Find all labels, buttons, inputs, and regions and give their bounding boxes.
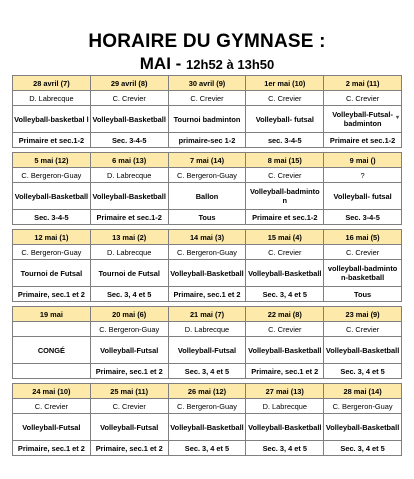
- week-2-level-row: [13, 210, 402, 225]
- level-cell[interactable]: Tous: [324, 287, 402, 302]
- activity-cell[interactable]: Tournoi de Futsal: [13, 260, 91, 287]
- date-cell[interactable]: 16 mai (5): [324, 230, 402, 245]
- teacher-cell[interactable]: D. Labrecque: [168, 322, 246, 337]
- teacher-cell[interactable]: D. Labrecque: [13, 91, 91, 106]
- level-cell[interactable]: primaire-sec 1-2: [168, 133, 246, 148]
- date-cell[interactable]: 15 mai (4): [246, 230, 324, 245]
- activity-cell[interactable]: Volleyball-Basketball: [324, 414, 402, 441]
- level-cell[interactable]: Sec. 3, 4 et 5: [324, 441, 402, 456]
- activity-cell[interactable]: Volleyball-Basketball: [13, 183, 91, 210]
- activity-cell[interactable]: Tournoi badminton: [168, 106, 246, 133]
- week-5-activity-row: [13, 414, 402, 441]
- date-cell[interactable]: 9 mai (): [324, 153, 402, 168]
- level-cell[interactable]: Sec. 3-4-5: [324, 210, 402, 225]
- title-month: MAI -: [139, 54, 187, 73]
- level-cell[interactable]: Sec. 3, 4 et 5: [246, 441, 324, 456]
- level-cell[interactable]: Primaire, sec.1 et 2: [246, 364, 324, 379]
- date-cell[interactable]: 24 mai (10): [13, 384, 91, 399]
- date-cell[interactable]: 23 mai (9): [324, 307, 402, 322]
- teacher-cell[interactable]: C. Bergeron-Guay: [13, 245, 91, 260]
- activity-cell[interactable]: Volleyball-Basketball: [246, 337, 324, 364]
- date-cell[interactable]: 25 mai (11): [90, 384, 168, 399]
- level-cell[interactable]: Sec. 3-4-5: [13, 210, 91, 225]
- level-cell[interactable]: sec. 3-4-5: [246, 133, 324, 148]
- teacher-cell[interactable]: C. Crevier: [246, 245, 324, 260]
- teacher-cell[interactable]: C. Crevier: [90, 91, 168, 106]
- activity-cell[interactable]: Tournoi de Futsal: [90, 260, 168, 287]
- page-subtitle: [0, 54, 414, 74]
- teacher-cell[interactable]: C. Bergeron-Guay: [90, 322, 168, 337]
- activity-cell[interactable]: Volleyball-Basketball: [168, 414, 246, 441]
- level-cell[interactable]: Tous: [168, 210, 246, 225]
- level-cell[interactable]: Sec. 3-4-5: [90, 133, 168, 148]
- activity-cell[interactable]: Volleyball- futsal: [246, 106, 324, 133]
- activity-cell[interactable]: Volleyball-Basketball: [246, 260, 324, 287]
- level-cell[interactable]: Primaire et sec.1-2: [90, 210, 168, 225]
- level-cell[interactable]: Sec. 3, 4 et 5: [168, 441, 246, 456]
- date-cell[interactable]: 27 mai (13): [246, 384, 324, 399]
- teacher-cell[interactable]: C. Crevier: [246, 168, 324, 183]
- teacher-cell[interactable]: C. Bergeron-Guay: [168, 399, 246, 414]
- week-3-activity-row: [13, 260, 402, 287]
- week-4-date-row: [13, 307, 402, 322]
- activity-cell[interactable]: Volleyball-Basketball: [324, 337, 402, 364]
- date-cell[interactable]: 28 avril (7): [13, 76, 91, 91]
- level-cell[interactable]: Sec. 3, 4 et 5: [168, 364, 246, 379]
- activity-cell[interactable]: volleyball-badminto n-basketball: [324, 260, 402, 287]
- level-cell[interactable]: [13, 364, 91, 379]
- teacher-cell[interactable]: C. Crevier: [324, 322, 402, 337]
- level-cell[interactable]: Sec. 3, 4 et 5: [324, 364, 402, 379]
- activity-cell[interactable]: Volleyball-Futsal: [168, 337, 246, 364]
- teacher-cell[interactable]: C. Bergeron-Guay: [168, 245, 246, 260]
- week-1-level-row: [13, 133, 402, 148]
- activity-text: Volleyball-Futsal-badminton: [332, 110, 393, 128]
- activity-cell[interactable]: Volleyball-Futsal: [13, 414, 91, 441]
- week-4-level-row: [13, 364, 402, 379]
- week-2-activity-row: [13, 183, 402, 210]
- date-cell[interactable]: 21 mai (7): [168, 307, 246, 322]
- date-cell[interactable]: 20 mai (6): [90, 307, 168, 322]
- date-cell[interactable]: 1er mai (10): [246, 76, 324, 91]
- week-1-date-row: [13, 76, 402, 91]
- activity-cell[interactable]: Volleyball-Futsal: [90, 414, 168, 441]
- week-5-teacher-row: [13, 399, 402, 414]
- level-cell[interactable]: Primaire, sec.1 et 2: [13, 287, 91, 302]
- teacher-cell[interactable]: C. Crevier: [246, 91, 324, 106]
- activity-cell[interactable]: Volleyball-Basketball: [90, 106, 168, 133]
- teacher-cell[interactable]: C. Crevier: [13, 399, 91, 414]
- activity-cell-holiday[interactable]: CONGÉ: [13, 337, 91, 364]
- level-cell[interactable]: Primaire, sec.1 et 2: [90, 364, 168, 379]
- date-cell[interactable]: 29 avril (8): [90, 76, 168, 91]
- date-cell[interactable]: 8 mai (15): [246, 153, 324, 168]
- level-cell[interactable]: Primaire et sec.1-2: [13, 133, 91, 148]
- week-5-date-row: [13, 384, 402, 399]
- date-cell[interactable]: 30 avril (9): [168, 76, 246, 91]
- activity-cell[interactable]: Volleyball-badminto n: [246, 183, 324, 210]
- teacher-cell[interactable]: C. Crevier: [324, 91, 402, 106]
- activity-cell[interactable]: Volleyball-Futsal: [90, 337, 168, 364]
- week-4-activity-row: [13, 337, 402, 364]
- week-1-activity-row: [13, 106, 402, 133]
- week-3-date-row: [13, 230, 402, 245]
- week-2-date-row: [13, 153, 402, 168]
- week-5-level-row: [13, 441, 402, 456]
- teacher-cell[interactable]: D. Labrecque: [90, 245, 168, 260]
- dropdown-caret-icon[interactable]: ▾: [395, 115, 399, 121]
- date-cell[interactable]: 28 mai (14): [324, 384, 402, 399]
- week-2-teacher-row: [13, 168, 402, 183]
- activity-cell[interactable]: Volleyball-basketbal l: [13, 106, 91, 133]
- teacher-cell[interactable]: C. Bergeron-Guay: [324, 399, 402, 414]
- title-time: 12h52 à 13h50: [186, 57, 275, 72]
- teacher-cell[interactable]: C. Crevier: [90, 399, 168, 414]
- activity-cell[interactable]: Volleyball-Basketball: [246, 414, 324, 441]
- teacher-cell[interactable]: ?: [324, 168, 402, 183]
- level-cell[interactable]: Primaire, sec.1 et 2: [168, 287, 246, 302]
- teacher-cell[interactable]: D. Labrecque: [90, 168, 168, 183]
- teacher-cell[interactable]: C. Bergeron-Guay: [168, 168, 246, 183]
- teacher-cell[interactable]: D. Labrecque: [246, 399, 324, 414]
- activity-cell-selected[interactable]: [324, 106, 402, 133]
- week-4-teacher-row: [13, 322, 402, 337]
- teacher-cell[interactable]: C. Crevier: [168, 91, 246, 106]
- level-cell[interactable]: Primaire, sec.1 et 2: [13, 441, 91, 456]
- week-3-teacher-row: [13, 245, 402, 260]
- week-3-level-row: [13, 287, 402, 302]
- level-cell[interactable]: Primaire, sec.1 et 2: [90, 441, 168, 456]
- date-cell[interactable]: 6 mai (13): [90, 153, 168, 168]
- level-cell[interactable]: Primaire et sec.1-2: [324, 133, 402, 148]
- date-cell[interactable]: 13 mai (2): [90, 230, 168, 245]
- teacher-cell[interactable]: C. Crevier: [324, 245, 402, 260]
- level-cell[interactable]: Primaire et sec.1-2: [246, 210, 324, 225]
- teacher-cell[interactable]: C. Bergeron-Guay: [13, 168, 91, 183]
- date-cell[interactable]: 14 mai (3): [168, 230, 246, 245]
- date-cell[interactable]: 22 mai (8): [246, 307, 324, 322]
- date-cell[interactable]: 12 mai (1): [13, 230, 91, 245]
- schedule-table: [12, 75, 402, 456]
- teacher-cell[interactable]: C. Crevier: [246, 322, 324, 337]
- activity-cell[interactable]: Ballon: [168, 183, 246, 210]
- level-cell[interactable]: Sec. 3, 4 et 5: [90, 287, 168, 302]
- activity-cell[interactable]: Volleyball- futsal: [324, 183, 402, 210]
- activity-cell[interactable]: Volleyball-Basketball: [168, 260, 246, 287]
- date-cell[interactable]: 26 mai (12): [168, 384, 246, 399]
- date-cell[interactable]: 2 mai (11): [324, 76, 402, 91]
- date-cell[interactable]: 5 mai (12): [13, 153, 91, 168]
- level-cell[interactable]: Sec. 3, 4 et 5: [246, 287, 324, 302]
- page-title: HORAIRE DU GYMNASE :: [88, 31, 326, 52]
- week-1-teacher-row: [13, 91, 402, 106]
- date-cell[interactable]: 19 mai: [13, 307, 91, 322]
- teacher-cell[interactable]: [13, 322, 91, 337]
- date-cell[interactable]: 7 mai (14): [168, 153, 246, 168]
- activity-cell[interactable]: Volleyball-Basketball: [90, 183, 168, 210]
